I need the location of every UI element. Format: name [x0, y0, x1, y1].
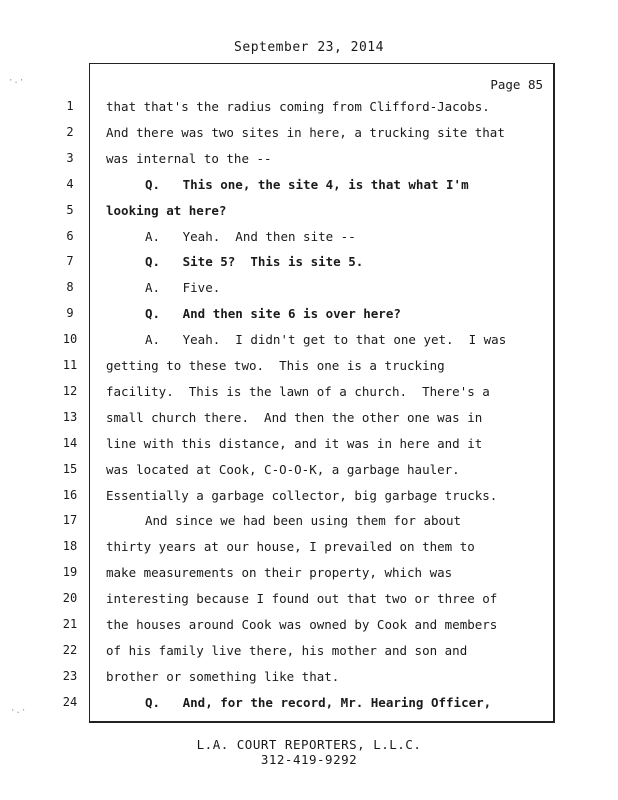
transcript-line: Q. Site 5? This is site 5. — [145, 254, 364, 269]
line-number: 24 — [62, 695, 78, 709]
line-number: 14 — [62, 436, 78, 450]
transcript-line: interesting because I found out that two or three of — [106, 591, 498, 606]
transcript-line: facility. This is the lawn of a church. There's a — [106, 384, 490, 399]
line-number: 19 — [62, 565, 78, 579]
transcript-line: A. Yeah. I didn't get to that one yet. I was — [145, 332, 507, 347]
footer-phone: 312-419-9292 — [260, 752, 358, 767]
transcript-line: brother or something like that. — [106, 669, 340, 684]
line-number: 20 — [62, 591, 78, 605]
transcript-line: thirty years at our house, I prevailed on them to — [106, 539, 475, 554]
header-date: September 23, 2014 — [234, 40, 384, 55]
line-number: 21 — [62, 617, 78, 631]
line-number: 23 — [62, 669, 78, 683]
transcript-line: And there was two sites in here, a trucking site that — [106, 125, 505, 140]
transcript-line: Q. And then site 6 is over here? — [145, 306, 401, 321]
line-number: 11 — [62, 358, 78, 372]
line-number: 12 — [62, 384, 78, 398]
line-number: 6 — [66, 229, 74, 243]
footer-company: L.A. COURT REPORTERS, L.L.C. — [196, 737, 422, 752]
line-number: 13 — [62, 410, 78, 424]
scan-mark: ·.· — [10, 706, 27, 716]
transcript-line: of his family live there, his mother and son and — [106, 643, 468, 658]
transcript-line: Q. This one, the site 4, is that what I'm — [145, 177, 469, 192]
page-number: Page 85 — [490, 77, 543, 92]
transcript-line: line with this distance, and it was in here and it — [106, 436, 483, 451]
line-number: 17 — [62, 513, 78, 527]
line-number: 8 — [66, 280, 74, 294]
line-number: 2 — [66, 125, 74, 139]
line-number: 3 — [66, 151, 74, 165]
transcript-line: looking at here? — [106, 203, 227, 218]
scan-mark: ·.· — [8, 76, 25, 86]
line-number: 10 — [62, 332, 78, 346]
transcript-line: the houses around Cook was owned by Cook and members — [106, 617, 498, 632]
line-number: 9 — [66, 306, 74, 320]
transcript-line: Essentially a garbage collector, big garbage trucks. — [106, 488, 498, 503]
transcript-line: small church there. And then the other one was in — [106, 410, 483, 425]
line-number: 16 — [62, 488, 78, 502]
line-number: 1 — [66, 99, 74, 113]
line-number: 4 — [66, 177, 74, 191]
transcript-line: getting to these two. This one is a trucking — [106, 358, 445, 373]
line-number: 15 — [62, 462, 78, 476]
transcript-line: that that's the radius coming from Clifford-Jacobs. — [106, 99, 490, 114]
transcript-line: A. Five. — [145, 280, 221, 295]
line-number: 18 — [62, 539, 78, 553]
transcript-line: make measurements on their property, which was — [106, 565, 453, 580]
transcript-line: was internal to the -- — [106, 151, 272, 166]
line-number: 7 — [66, 254, 74, 268]
transcript-line: A. Yeah. And then site -- — [145, 229, 356, 244]
transcript-line: Q. And, for the record, Mr. Hearing Officer, — [145, 695, 492, 710]
line-number: 5 — [66, 203, 74, 217]
line-number: 22 — [62, 643, 78, 657]
transcript-line: was located at Cook, C-O-O-K, a garbage hauler. — [106, 462, 460, 477]
transcript-line: And since we had been using them for about — [145, 513, 462, 528]
